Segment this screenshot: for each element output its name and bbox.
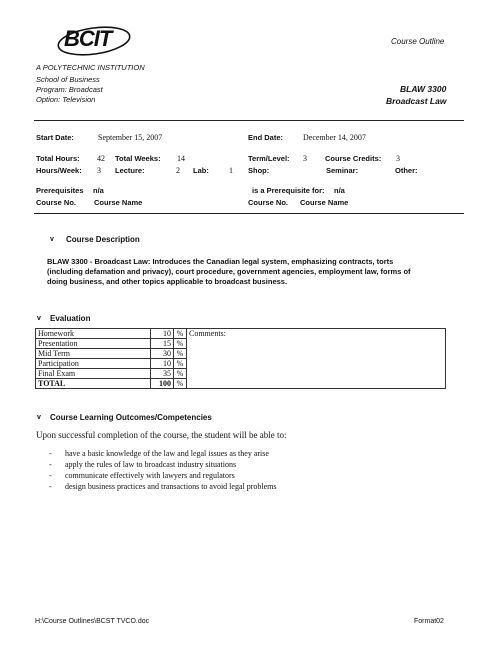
component-value: 30 xyxy=(151,349,174,359)
course-name-label-2: Course Name xyxy=(300,198,349,207)
evaluation-heading: Evaluation xyxy=(50,314,91,323)
total-hours-label: Total Hours: xyxy=(36,154,80,163)
footer-page-code: Format02 xyxy=(414,618,444,625)
bullet-dash: - xyxy=(49,471,52,480)
doc-type: Course Outline xyxy=(391,37,445,46)
school-name: School of Business xyxy=(36,75,100,84)
bullet-dash: - xyxy=(49,482,52,491)
course-credits-label: Course Credits: xyxy=(325,154,382,163)
outcome-item: apply the rules of law to broadcast industry situations xyxy=(65,460,237,469)
chevron-down-icon: v xyxy=(37,315,41,322)
bcit-logo xyxy=(56,24,132,58)
percent-sign: % xyxy=(174,369,187,379)
is-prereq-label: is a Prerequisite for: xyxy=(252,186,325,195)
footer-path: H:\Course Outlines\BCST TVCO.doc xyxy=(35,618,150,625)
total-weeks-value: 14 xyxy=(177,154,185,163)
other-label: Other: xyxy=(395,166,418,175)
component-name: Mid Term xyxy=(36,349,151,359)
lab-value: 1 xyxy=(229,166,233,175)
course-no-label: Course No. xyxy=(36,198,77,207)
start-date-label: Start Date: xyxy=(36,133,74,142)
bullet-dash: - xyxy=(49,460,52,469)
logo-text: BCIT xyxy=(64,26,112,51)
outcome-item: communicate effectively with lawyers and regulators xyxy=(65,471,235,480)
lecture-value: 2 xyxy=(176,166,180,175)
is-prereq-value: n/a xyxy=(334,186,345,195)
component-name: Presentation xyxy=(36,339,151,349)
tagline: A POLYTECHNIC INSTITUTION xyxy=(36,63,145,72)
total-label: TOTAL xyxy=(36,379,151,389)
percent-sign: % xyxy=(174,379,187,389)
outcomes-heading: Course Learning Outcomes/Competencies xyxy=(50,413,212,422)
header-rule xyxy=(34,120,464,121)
description-line-1: BLAW 3300 - Broadcast Law: Introduces the Canadian legal system, emphasizing contracts, torts xyxy=(47,257,394,266)
table-row xyxy=(36,329,446,339)
percent-sign: % xyxy=(174,339,187,349)
total-value: 100 xyxy=(151,379,174,389)
chevron-down-icon: v xyxy=(50,236,54,243)
outcome-item: have a basic knowledge of the law and legal issues as they arise xyxy=(65,449,269,458)
end-date-label: End Date: xyxy=(248,133,284,142)
bullet-dash: - xyxy=(49,449,52,458)
description-line-3: doing business, and other topics applicable to broadcast business. xyxy=(47,277,288,286)
percent-sign: % xyxy=(174,359,187,369)
seminar-label: Seminar: xyxy=(326,166,359,175)
outcomes-intro: Upon successful completion of the course, the student will be able to: xyxy=(36,430,287,440)
hours-week-value: 3 xyxy=(97,166,101,175)
info-rule xyxy=(34,213,464,214)
course-credits-value: 3 xyxy=(396,154,400,163)
percent-sign: % xyxy=(174,349,187,359)
course-code: BLAW 3300 xyxy=(400,84,447,94)
lab-label: Lab: xyxy=(193,166,209,175)
term-level-value: 3 xyxy=(303,154,307,163)
component-name: Final Exam xyxy=(36,369,151,379)
shop-label: Shop: xyxy=(248,166,270,175)
description-line-2: (including defamation and privacy), court procedure, government agencies, employment law, forms of xyxy=(47,267,411,276)
comments-label: Comments: xyxy=(189,329,226,338)
total-weeks-label: Total Weeks: xyxy=(115,154,161,163)
component-value: 35 xyxy=(151,369,174,379)
outcome-item: design business practices and transactions to avoid legal problems xyxy=(65,482,277,491)
course-no-label-2: Course No. xyxy=(248,198,289,207)
total-hours-value: 42 xyxy=(97,154,105,163)
component-name: Homework xyxy=(36,329,151,339)
option: Option: Television xyxy=(36,95,96,104)
evaluation-table xyxy=(35,328,446,389)
program: Program: Broadcast xyxy=(36,85,103,94)
percent-sign: % xyxy=(174,329,187,339)
chevron-down-icon: v xyxy=(37,414,41,421)
term-level-label: Term/Level: xyxy=(248,154,290,163)
comments-cell xyxy=(187,329,446,389)
course-description-heading: Course Description xyxy=(66,235,140,244)
hours-week-label: Hours/Week: xyxy=(36,166,82,175)
component-value: 15 xyxy=(151,339,174,349)
course-title: Broadcast Law xyxy=(386,96,447,106)
prerequisites-value: n/a xyxy=(93,186,104,195)
prerequisites-label: Prerequisites xyxy=(36,186,84,195)
start-date-value: September 15, 2007 xyxy=(98,133,163,142)
component-name: Participation xyxy=(36,359,151,369)
course-name-label: Course Name xyxy=(94,198,143,207)
component-value: 10 xyxy=(151,359,174,369)
end-date-value: December 14, 2007 xyxy=(303,133,366,142)
component-value: 10 xyxy=(151,329,174,339)
lecture-label: Lecture: xyxy=(115,166,145,175)
